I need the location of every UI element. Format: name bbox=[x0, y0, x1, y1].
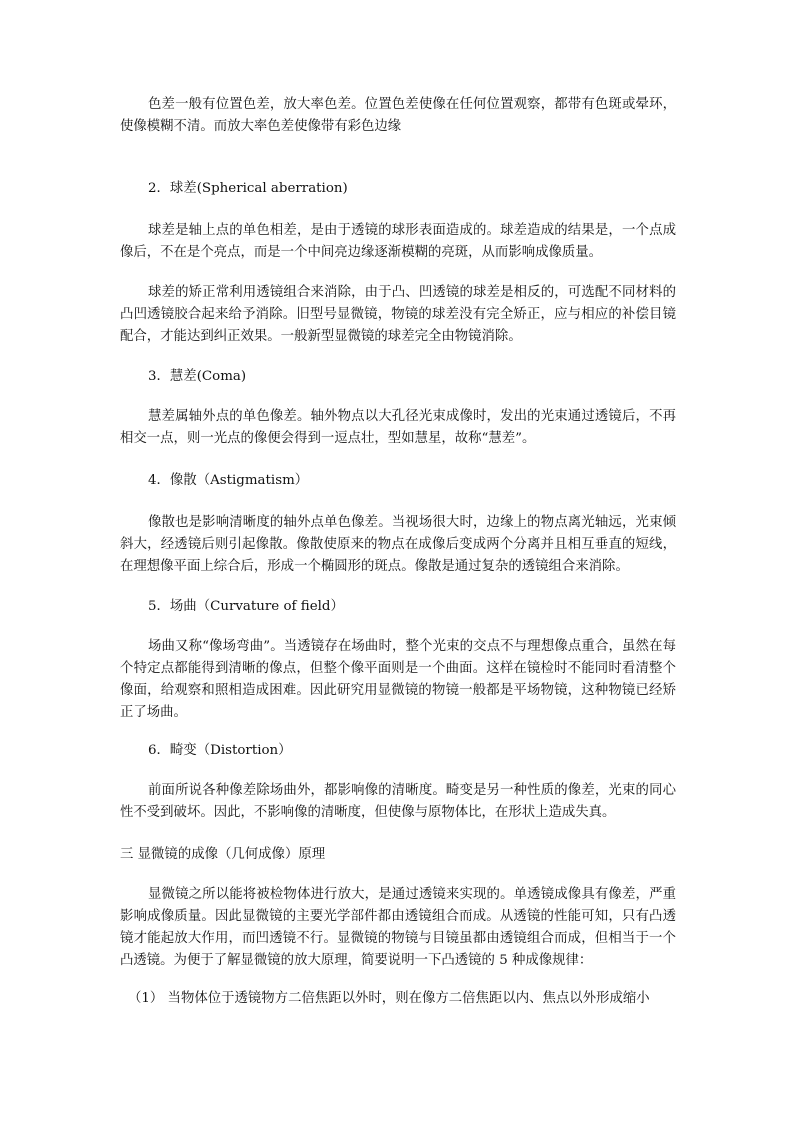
list-item-rule-1: （1） 当物体位于透镜物方二倍焦距以外时，则在像方二倍焦距以内、焦点以外形成缩小 bbox=[128, 991, 650, 1006]
paragraph-spherical-aberration-2: 球差的矫正常利用透镜组合来消除，由于凸、凹透镜的球差是相反的，可选配不同材料的凸凹透镜胶合起来给予消除。旧型号显微镜，物镜的球差没有完全矫正，应与相应的补偿目镜配合，才能达到纠正效果。一般新型显微镜的球差完全由物镜消除。 bbox=[120, 285, 676, 344]
heading-field-curvature: 5．场曲（Curvature of field） bbox=[148, 599, 344, 614]
heading-spherical-aberration: 2．球差(Spherical aberration) bbox=[148, 181, 348, 196]
paragraph-imaging-principle: 显微镜之所以能将被检物体进行放大，是通过透镜来实现的。单透镜成像具有像差，严重影响成像质量。因此显微镜的主要光学部件都由透镜组合而成。从透镜的性能可知，只有凸透镜才能起放大作用，而凹透镜不行。显微镜的物镜与目镜虽都由透镜组合而成，但相当于一个凸透镜。为便于了解显微镜的放大原理，简要说明一下凸透镜的 5 种成像规律： bbox=[120, 887, 676, 968]
paragraph-field-curvature: 场曲又称“像场弯曲”。当透镜存在场曲时，整个光束的交点不与理想像点重合，虽然在每个特定点都能得到清晰的像点，但整个像平面则是一个曲面。这样在镜检时不能同时看清整个像面，给观察和照相造成困难。因此研究用显微镜的物镜一般都是平场物镜，这种物镜已经矫正了场曲。 bbox=[120, 639, 676, 720]
section-heading-imaging-principle: 三 显微镜的成像（几何成像）原理 bbox=[120, 847, 326, 862]
heading-astigmatism: 4．像散（Astigmatism） bbox=[148, 473, 309, 488]
heading-coma: 3．慧差(Coma) bbox=[148, 369, 247, 384]
paragraph-spherical-aberration-1: 球差是轴上点的单色相差，是由于透镜的球形表面造成的。球差造成的结果是，一个点成像后，不在是个亮点，而是一个中间亮边缘逐渐模糊的亮斑，从而影响成像质量。 bbox=[120, 223, 676, 260]
paragraph-astigmatism: 像散也是影响清晰度的轴外点单色像差。当视场很大时，边缘上的物点离光轴远，光束倾斜大，经透镜后则引起像散。像散使原来的物点在成像后变成两个分离并且相互垂直的短线，在理想像平面上综合后，形成一个椭圆形的斑点。像散是通过复杂的透镜组合来消除。 bbox=[120, 515, 676, 574]
paragraph-distortion: 前面所说各种像差除场曲外，都影响像的清晰度。畸变是另一种性质的像差，光束的同心性不受到破坏。因此，不影响像的清晰度，但使像与原物体比，在形状上造成失真。 bbox=[120, 783, 676, 820]
paragraph-coma: 慧差属轴外点的单色像差。轴外物点以大孔径光束成像时，发出的光束通过透镜后，不再相交一点，则一光点的像便会得到一逗点壮，型如慧星，故称“慧差”。 bbox=[120, 409, 676, 446]
heading-distortion: 6．畸变（Distortion） bbox=[148, 743, 292, 758]
paragraph-chromatic-aberration: 色差一般有位置色差，放大率色差。位置色差使像在任何位置观察，都带有色斑或晕环，使像模糊不清。而放大率色差使像带有彩色边缘 bbox=[120, 97, 676, 134]
